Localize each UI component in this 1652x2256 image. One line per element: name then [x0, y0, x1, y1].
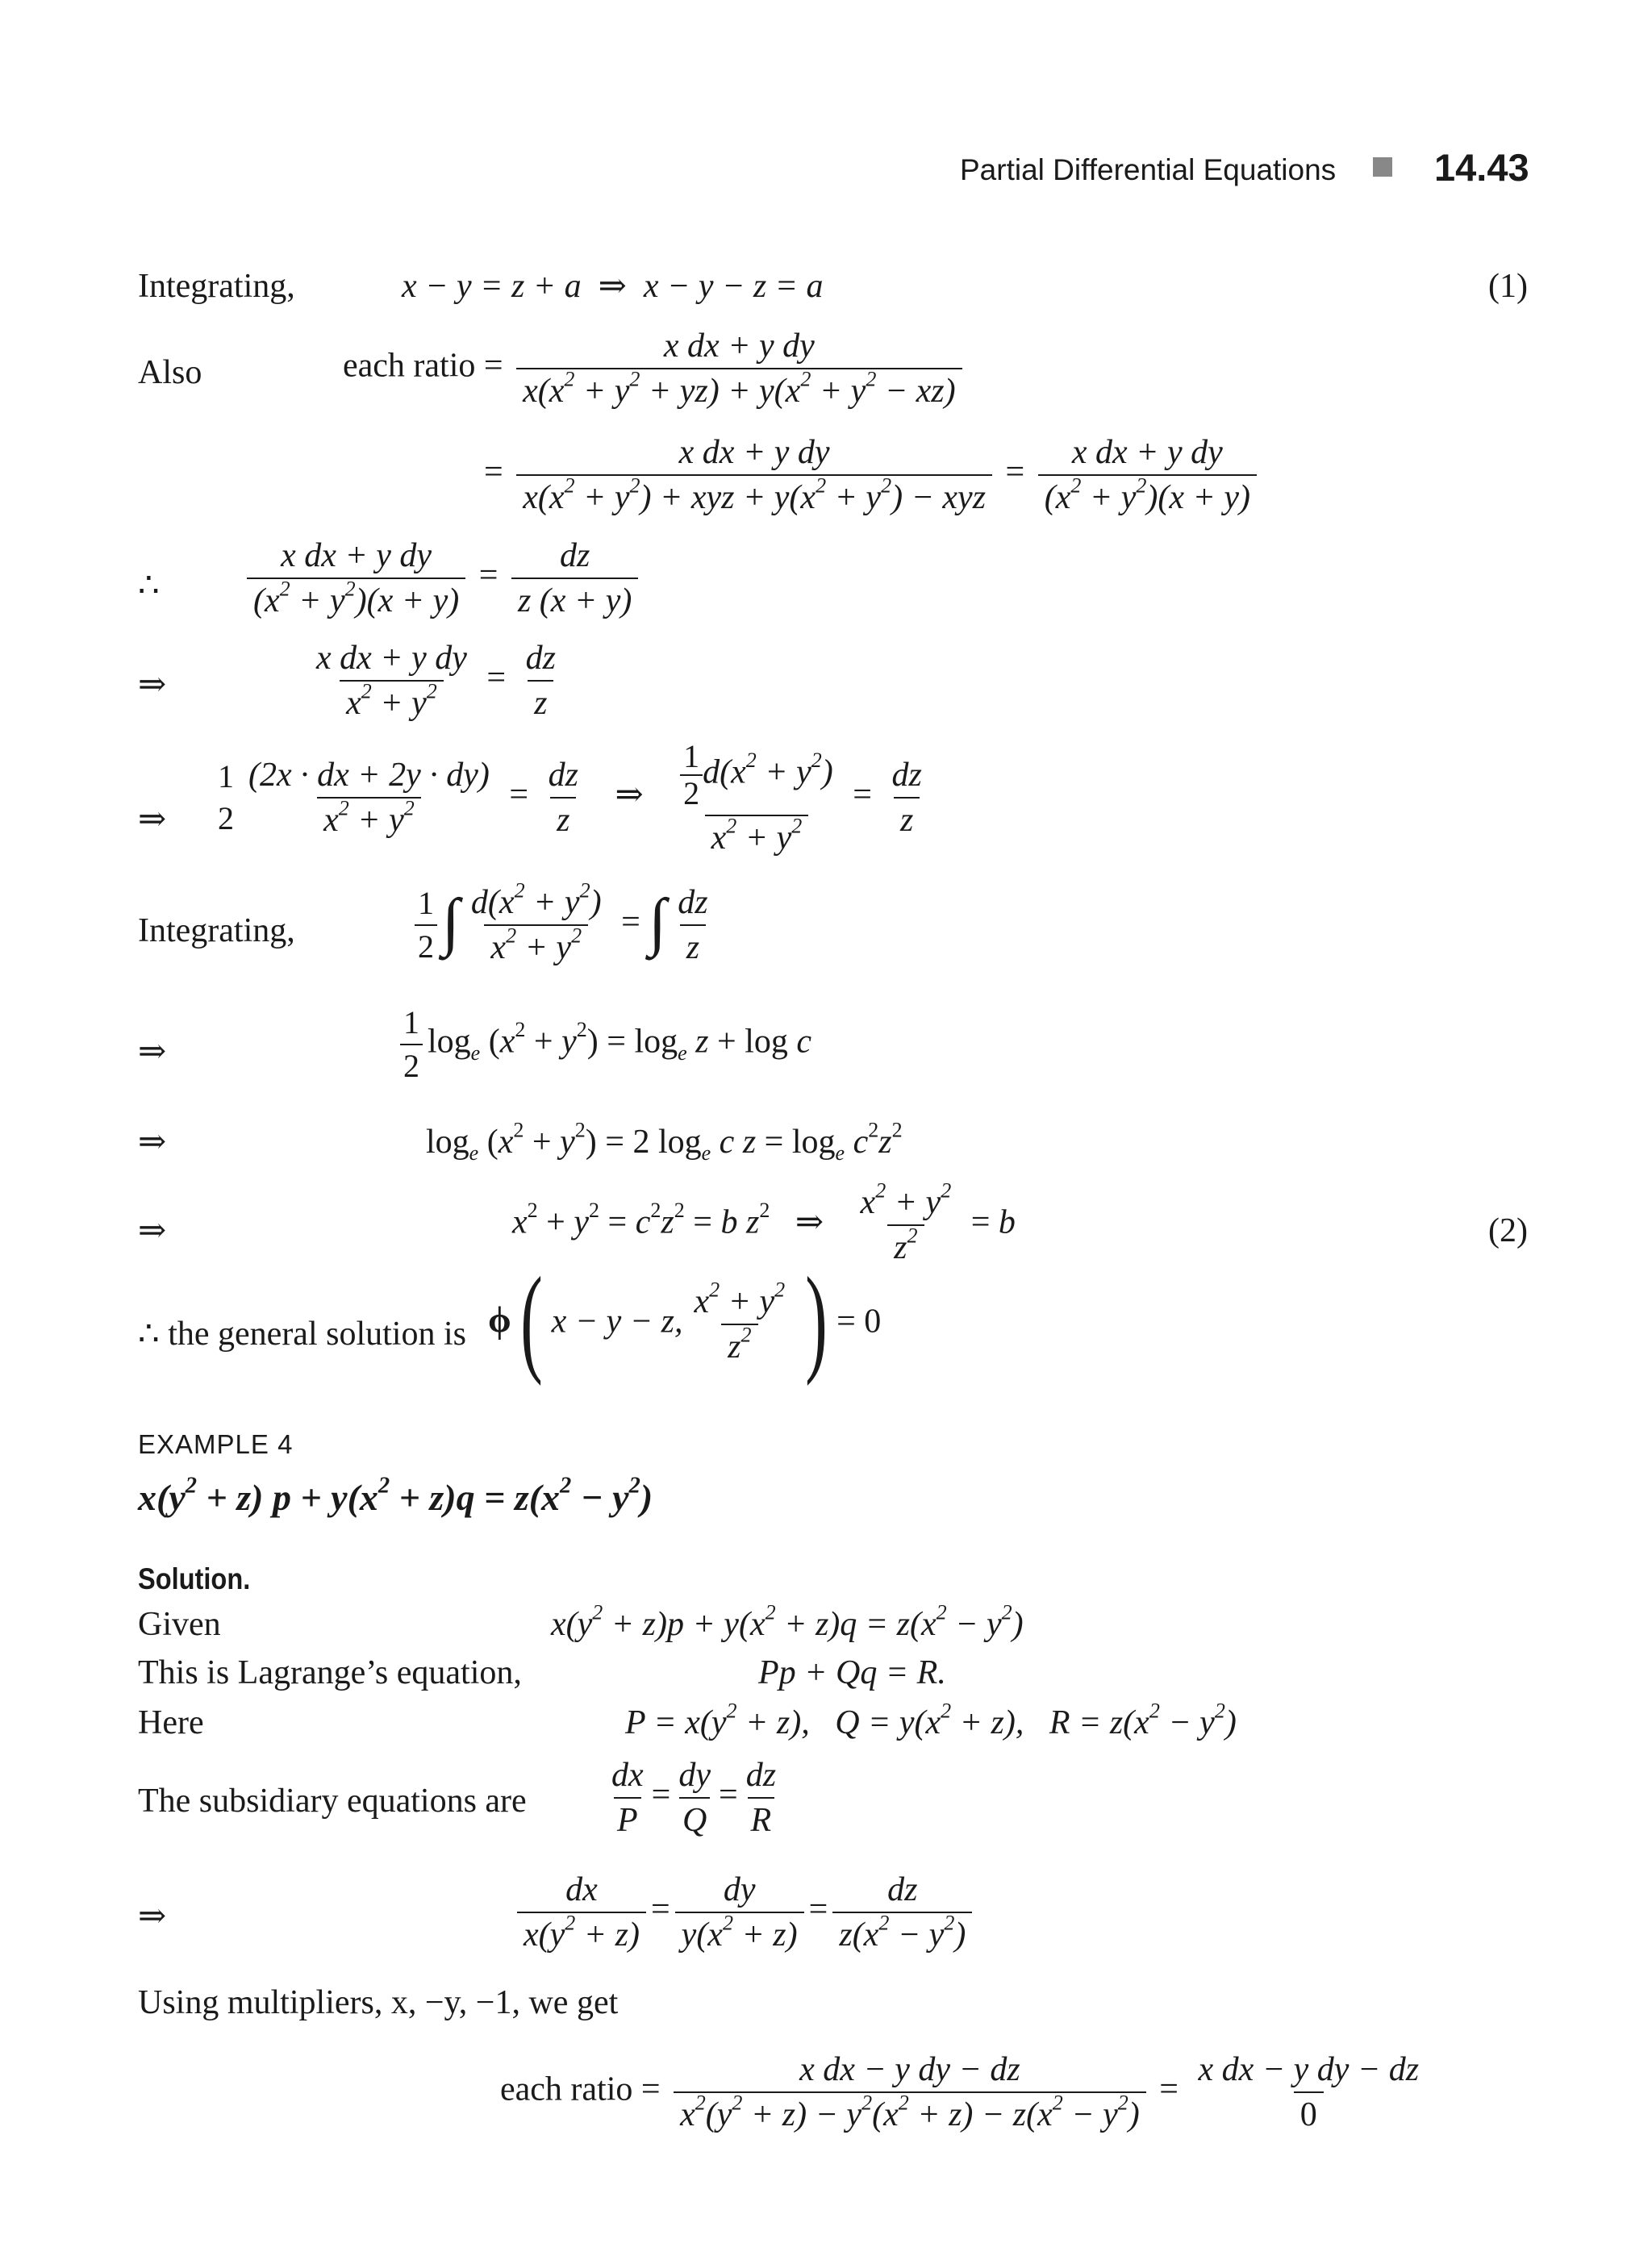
equation-implies-1: $\frac{\text{x dx + y dy}}{x^2 + y^2}$ = $\frac{dz}{z}$ [316, 640, 556, 722]
equation-each-ratio-2: = $\frac{\text{x dx + y dy}}{x(x^2 + y^2) + xyz + y(x^2 + y^2) - xyz}$ = $\frac{\text{x dx + y dy}}{(x^2 + y^2)(x + y)}$ [484, 436, 1262, 515]
equation-implies-3: $\frac{1}{2}$ $\log_e (x^2 + y^2) = \log_e z + \log c$ [395, 1007, 811, 1082]
here-equation: $P = x(y^2 + z)$, $Q = y(x^2 + z)$, $R = z(x^2 - y^2)$ [625, 1699, 1237, 1741]
equation-integrating-2: $\frac{1}{2}$ ∫ $\frac{d(x^2 + y^2)}{x^2 + y^2}$ = ∫ $\frac{dz}{z}$ [410, 886, 720, 965]
implies-symbol-3: ⇒ [138, 1033, 167, 1070]
label-also: Also [138, 354, 202, 391]
subsidiary-equation: $\frac{dx}{P}$ = $\frac{dy}{Q}$ = $\frac{dz}{R}$ [611, 1757, 777, 1839]
subsidiary-expanded-equation: $\frac{dx}{x(y^2 + z)}$ = $\frac{dy}{y(x^2 + z)}$ = $\frac{dz}{z(x^2 - y^2)}$ [512, 1873, 977, 1952]
implies-symbol-5: ⇒ [138, 1212, 167, 1249]
example-label: EXAMPLE 4 [138, 1429, 294, 1459]
label-integrating-2: Integrating, [138, 912, 295, 949]
given-label: Given [138, 1606, 221, 1643]
subsidiary-label: The subsidiary equations are [138, 1783, 527, 1820]
implies-symbol-1: ⇒ [138, 666, 167, 703]
equation-number-2: (2) [1488, 1212, 1528, 1249]
equation-implies-2: 1 2 $\frac{(2x \cdot dx + 2y \cdot dy)}{x^2 + y^2}$ = $\frac{dz}{z}$ ⇒ $\frac{1}{2}$ $d(x^2 + y^2)$ $x^2 + y^2$ = $\frac{dz}{z}$ [218, 738, 922, 857]
example-equation: $x(y^2 + z) p + y(x^2 + z)q = z(x^2 - y^2)$ [138, 1473, 653, 1518]
header-square-icon [1373, 157, 1392, 177]
label-integrating: Integrating, [138, 268, 295, 305]
equation-number-1: (1) [1488, 268, 1528, 305]
multipliers-text: Using multipliers, x, −y, −1, we get [138, 1984, 619, 2021]
equation-therefore: $\frac{\text{x dx + y dy}}{(x^2 + y^2)(x + y)}$ = $\frac{dz}{z (x + y)}$ [242, 539, 643, 618]
equation-implies-5: $x^2 + y^2 = c^2z^2 = b$ $z^2$ ⇒ $\frac{x^2 + y^2}{z^2}$ = b [512, 1178, 1016, 1266]
given-equation: $x(y^2 + z)p + y(x^2 + z)q = z(x^2 - y^2)$ [551, 1600, 1024, 1643]
lagrange-equation: Pp + Qq = R. [758, 1654, 946, 1691]
equation-integrating-1: x − y = z + a ⇒ x − y − z = a [402, 268, 824, 305]
running-header: Partial Differential Equations [960, 153, 1337, 186]
solution-label: Solution. [138, 1562, 251, 1595]
lagrange-label: This is Lagrange’s equation, [138, 1654, 522, 1691]
equation-implies-4: $\log_e (x^2 + y^2) = 2$ $\log_e c$ $z = \log_e c^2z^2$ [426, 1118, 903, 1166]
implies-symbol-4: ⇒ [138, 1124, 167, 1161]
therefore-symbol: ∴ [138, 567, 160, 604]
general-solution-label: ∴ the general solution is [138, 1316, 466, 1353]
equation-general-solution: ϕ( x − y − z, $\frac{x^2 + y^2}{z^2}$ ) = 0 [488, 1253, 882, 1387]
equation-each-ratio-1: each ratio = $\frac{\text{x dx + y dy}}{x(x^2 + y^2 + yz) + y(x^2 + y^2 - xz)}$ [343, 329, 967, 408]
equation-each-ratio-final: each ratio = $\frac{\text{x dx − y dy − dz}}{x^2(y^2 + z) - y^2(x^2 + z) - z(x^2 - y^2)}$ = $\frac{\text{x dx − y dy − dz}}{0}$ [500, 2051, 1420, 2133]
implies-symbol-6: ⇒ [138, 1898, 167, 1935]
here-label: Here [138, 1704, 204, 1741]
implies-symbol-2: ⇒ [138, 801, 167, 838]
page-number: 14.43 [1434, 146, 1529, 189]
